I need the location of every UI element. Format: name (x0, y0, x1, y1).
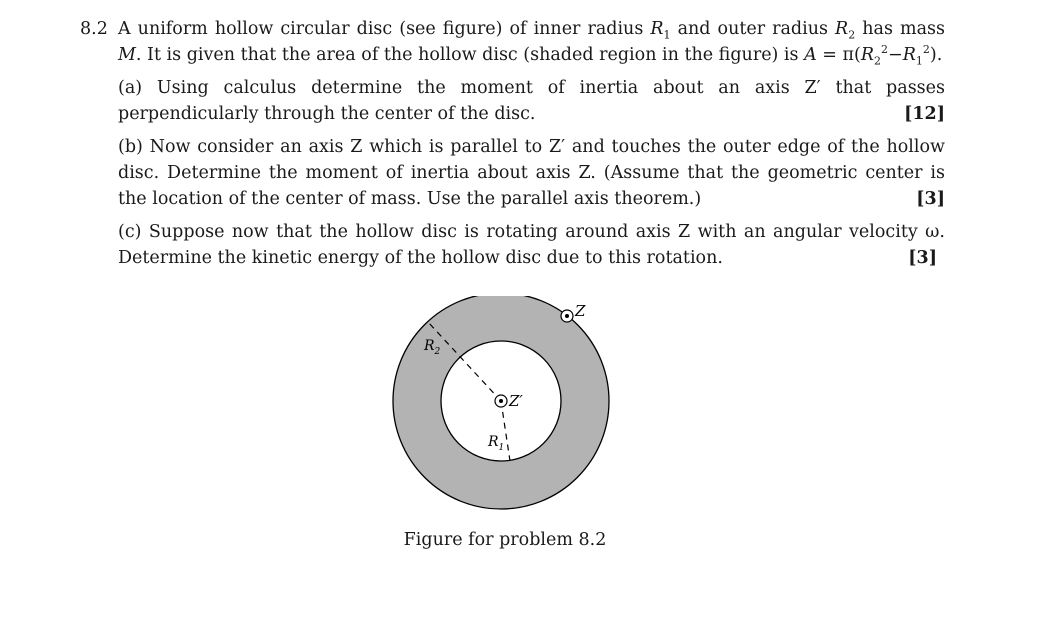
problem-number: 8.2 (80, 19, 108, 39)
problem-8-2 (80, 16, 945, 271)
axis-zprime-symbol (495, 395, 507, 407)
part-b-label: (b) (118, 137, 143, 157)
part-a-label: (a) (118, 78, 143, 98)
part-c-label: (c) (118, 222, 142, 242)
part-b-points: [3] (916, 189, 945, 209)
part-b (118, 134, 945, 212)
part-a-text: Using calculus determine the moment of inertia about an axis Z′ that passes perpendicularly through the center of the disc. (118, 78, 945, 124)
label-z: Z (575, 302, 586, 320)
problem-statement: A uniform hollow circular disc (see figure) of inner radius $R_1$ and outer radius $R_2$ has mass M. It is given that the area of the hollow disc (shaded region in the figure) is $A = \pi(R_2^2-R_1^2)$. (118, 19, 945, 68)
part-b-text: Now consider an axis Z which is parallel to Z′ and touches the outer edge of the hollow disc. Determine the moment of inertia about axis Z. (Assume that the geometric center is the location of the center of mass. Use the parallel axis theorem.) (118, 137, 945, 209)
part-a (118, 75, 945, 127)
part-a-points: [12] (904, 104, 945, 124)
part-c-points: [3] (908, 248, 937, 268)
label-r1: $R_1$ (488, 434, 505, 453)
part-c-text: Suppose now that the hollow disc is rotating around axis Z with an angular velocity ω. Determine the kinetic energy of the hollow disc due to this rotation. (118, 222, 945, 268)
figure-caption: Figure for problem 8.2 (403, 530, 607, 550)
label-zprime: Z′ (509, 392, 523, 410)
axis-z-symbol (561, 310, 573, 322)
hollow-disc-figure (380, 296, 630, 526)
part-c (118, 219, 945, 271)
label-r2: $R_2$ (424, 338, 441, 357)
